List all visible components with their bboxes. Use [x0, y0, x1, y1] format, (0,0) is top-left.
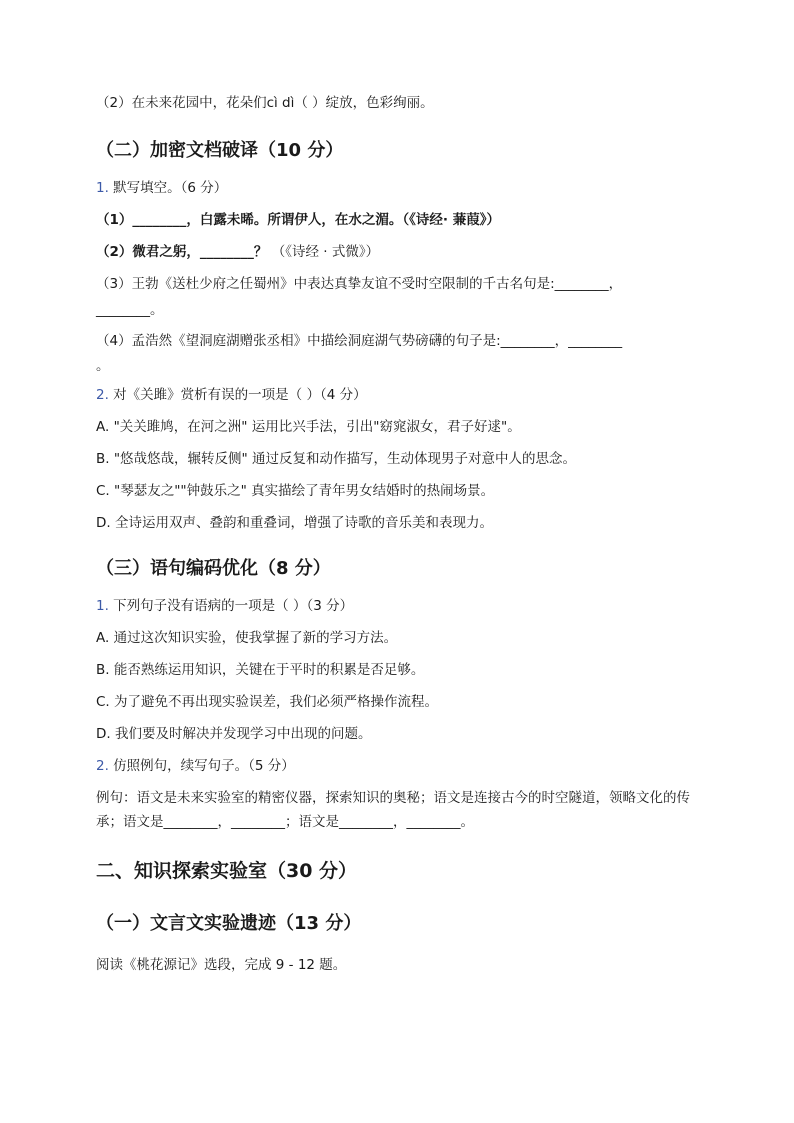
option-c: C. 为了避免不再出现实验误差，我们必须严格操作流程。 [96, 694, 439, 710]
question-number: 1. [96, 180, 109, 196]
question-2-imitation [96, 756, 706, 776]
question-number: 2. [96, 758, 109, 774]
question-number: 1. [96, 598, 109, 614]
option-a: A. 通过这次知识实验，使我掌握了新的学习方法。 [96, 630, 398, 646]
option-c: C. "琴瑟友之""钟鼓乐之" 真实描绘了青年男女结婚时的热闹场景。 [96, 483, 495, 499]
question-text: 下列句子没有语病的一项是（ ）（3 分） [108, 598, 354, 614]
part-heading-knowledge-lab: 二、知识探索实验室（30 分） [96, 860, 358, 882]
question-text: 默写填空。（6 分） [108, 180, 228, 196]
dictation-item-4: （4）孟浩然《望洞庭湖赠张丞相》中描绘洞庭湖气势磅礴的句子是:________，________ [96, 333, 623, 349]
question-line-2-flowers: （2）在未来花园中，花朵们cì dì（ ）绽放，色彩绚丽。 [96, 95, 434, 111]
dictation-item-2-source: （《诗经 · 式微》） [271, 244, 380, 260]
question-text: 对《关雎》赏析有误的一项是（ ）（4 分） [108, 387, 367, 403]
option-d: D. 全诗运用双声、叠韵和重叠词，增强了诗歌的音乐美和表现力。 [96, 515, 493, 531]
question-1-grammar [96, 596, 706, 616]
reading-instruction: 阅读《桃花源记》选段，完成 9 - 12 题。 [96, 957, 347, 973]
option-b: B. "悠哉悠哉，辗转反侧" 通过反复和动作描写，生动体现男子对意中人的思念。 [96, 451, 577, 467]
option-b: B. 能否熟练运用知识，关键在于平时的积累是否足够。 [96, 662, 425, 678]
dictation-item-2 [96, 242, 706, 262]
question-2-guanju [96, 385, 706, 405]
dictation-item-1: （1）________，白露未晞。所谓伊人，在水之湄。（《诗经· 蒹葭》） [96, 212, 500, 228]
option-d: D. 我们要及时解决并发现学习中出现的问题。 [96, 726, 372, 742]
question-text: 仿照例句，续写句子。（5 分） [108, 758, 295, 774]
section-heading-encrypted-doc: （二）加密文档破译（10 分） [96, 140, 344, 161]
section-heading-classical-chinese: （一）文言文实验遗迹（13 分） [96, 913, 362, 934]
example-sentence: 例句：语文是未来实验室的精密仪器，探索知识的奥秘；语文是连接古今的时空隧道，领略文化的传承；语文是________，________；语文是________，________。 [96, 790, 690, 830]
section-heading-sentence-optimization: （三）语句编码优化（8 分） [96, 558, 331, 579]
question-number: 2. [96, 387, 109, 403]
dictation-item-4-cont: 。 [96, 358, 110, 374]
option-a: A. "关关雎鸠，在河之洲" 运用比兴手法，引出"窈窕淑女，君子好逑"。 [96, 419, 521, 435]
question-1-dictation [96, 178, 706, 198]
dictation-item-3-cont: ________。 [96, 302, 164, 318]
dictation-item-3: （3）王勃《送杜少府之任蜀州》中表达真挚友谊不受时空限制的千古名句是:________， [96, 276, 623, 292]
dictation-item-2-main: （2）微君之躬，________？ [96, 244, 268, 260]
